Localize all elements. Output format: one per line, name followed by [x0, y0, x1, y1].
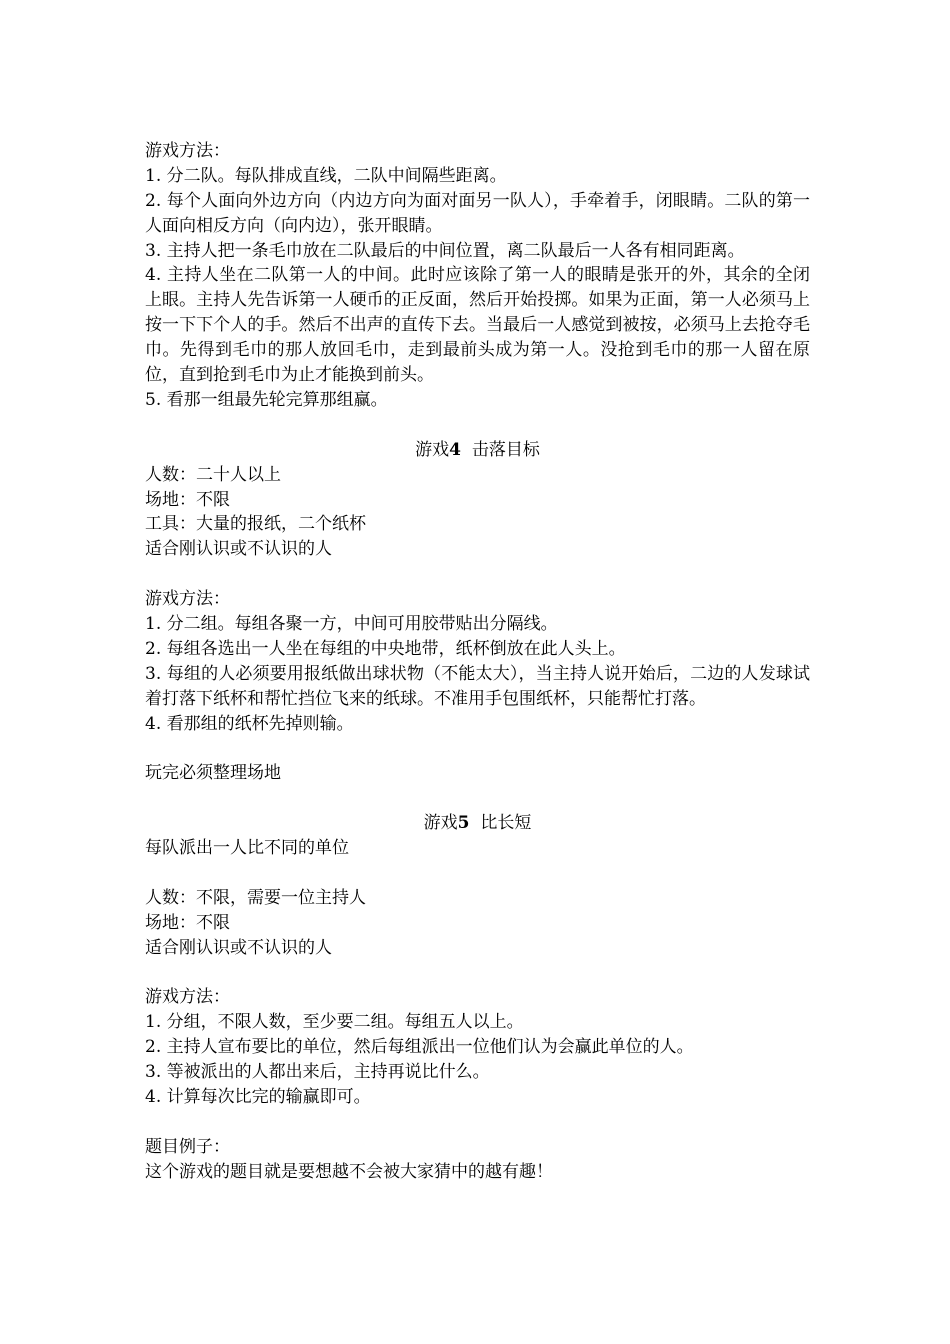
- spacer: [145, 786, 810, 811]
- step-item: 1. 分二组。每组各聚一方，中间可用胶带贴出分隔线。: [145, 614, 558, 635]
- spacer: [145, 737, 810, 762]
- note-text: 玩完必须整理场地: [145, 763, 281, 784]
- method-heading: 游戏方法：: [145, 589, 230, 610]
- players-info: 人数：二十人以上: [145, 464, 281, 485]
- game-title: [145, 811, 810, 836]
- game-title-name: 比长短: [480, 813, 532, 834]
- step-item: 1. 分组，不限人数，至少要二组。每组五人以上。: [145, 1012, 524, 1033]
- suitable-info: 适合刚认识或不认识的人: [145, 937, 332, 958]
- step-item: 4. 计算每次比完的输赢即可。: [145, 1086, 371, 1107]
- step-item: 3. 主持人把一条毛巾放在二队最后的中间位置，离二队最后一人各有相同距离。: [145, 240, 745, 261]
- spacer: [145, 1110, 810, 1135]
- spacer: [145, 861, 810, 886]
- step-item: 3. 等被派出的人都出来后，主持再说比什么。: [145, 1062, 490, 1083]
- spacer: [145, 961, 810, 986]
- game-title-number: 5: [457, 813, 470, 834]
- spacer: [145, 413, 810, 438]
- document-page: [145, 139, 810, 1185]
- players-info: 人数：不限，需要一位主持人: [145, 887, 366, 908]
- step-item: 2. 主持人宣布要比的单位，然后每组派出一位他们认为会赢此单位的人。: [145, 1037, 694, 1058]
- suitable-info: 适合刚认识或不认识的人: [145, 539, 332, 560]
- method-heading: 游戏方法：: [145, 141, 230, 161]
- game-title-number: 4: [449, 439, 462, 460]
- step-item: 2. 每组各选出一人坐在每组的中央地带，纸杯倒放在此人头上。: [145, 638, 626, 659]
- step-item: 3. 每组的人必须要用报纸做出球状物（不能太大），当主持人说开始后，二边的人发球试着打落下纸杯和帮忙挡位飞来的纸球。不准用手包围纸杯，只能帮忙打落。: [145, 663, 810, 709]
- game-title-prefix: 游戏: [423, 813, 458, 834]
- step-item: 1. 分二队。每队排成直线，二队中间隔些距离。: [145, 165, 507, 186]
- spacer: [145, 562, 810, 587]
- game-title-prefix: 游戏: [415, 439, 450, 460]
- venue-info: 场地：不限: [145, 912, 230, 933]
- intro-text: 每队派出一人比不同的单位: [145, 838, 349, 859]
- step-item: 5. 看那一组最先轮完算那组赢。: [145, 390, 388, 411]
- venue-info: 场地：不限: [145, 489, 230, 510]
- game-title: [145, 438, 810, 463]
- step-item: 4. 看那组的纸杯先掉则输。: [145, 713, 354, 734]
- example-heading: 题目例子：: [145, 1136, 230, 1157]
- method-heading: 游戏方法：: [145, 987, 230, 1008]
- tools-info: 工具：大量的报纸，二个纸杯: [145, 514, 366, 535]
- game-title-name: 击落目标: [471, 439, 540, 460]
- step-item: 4. 主持人坐在二队第一人的中间。此时应该除了第一人的眼睛是张开的外，其余的全闭上眼。主持人先告诉第一人硬币的正反面，然后开始投掷。如果为正面，第一人必须马上按一下下个人的手。然后不出声的直传下去。当最后一人感觉到被按，必须马上去抢夺毛巾。先得到毛巾的那人放回毛巾，走到最前头成为第一人。没抢到毛巾的那一人留在原位，直到抢到毛巾为止才能换到前头。: [145, 265, 810, 386]
- step-item: 2. 每个人面向外边方向（内边方向为面对面另一队人），手牵着手，闭眼睛。二队的第一人面向相反方向（向内边），张开眼睛。: [145, 190, 810, 236]
- example-text: 这个游戏的题目就是要想越不会被大家猜中的越有趣！: [145, 1161, 553, 1182]
